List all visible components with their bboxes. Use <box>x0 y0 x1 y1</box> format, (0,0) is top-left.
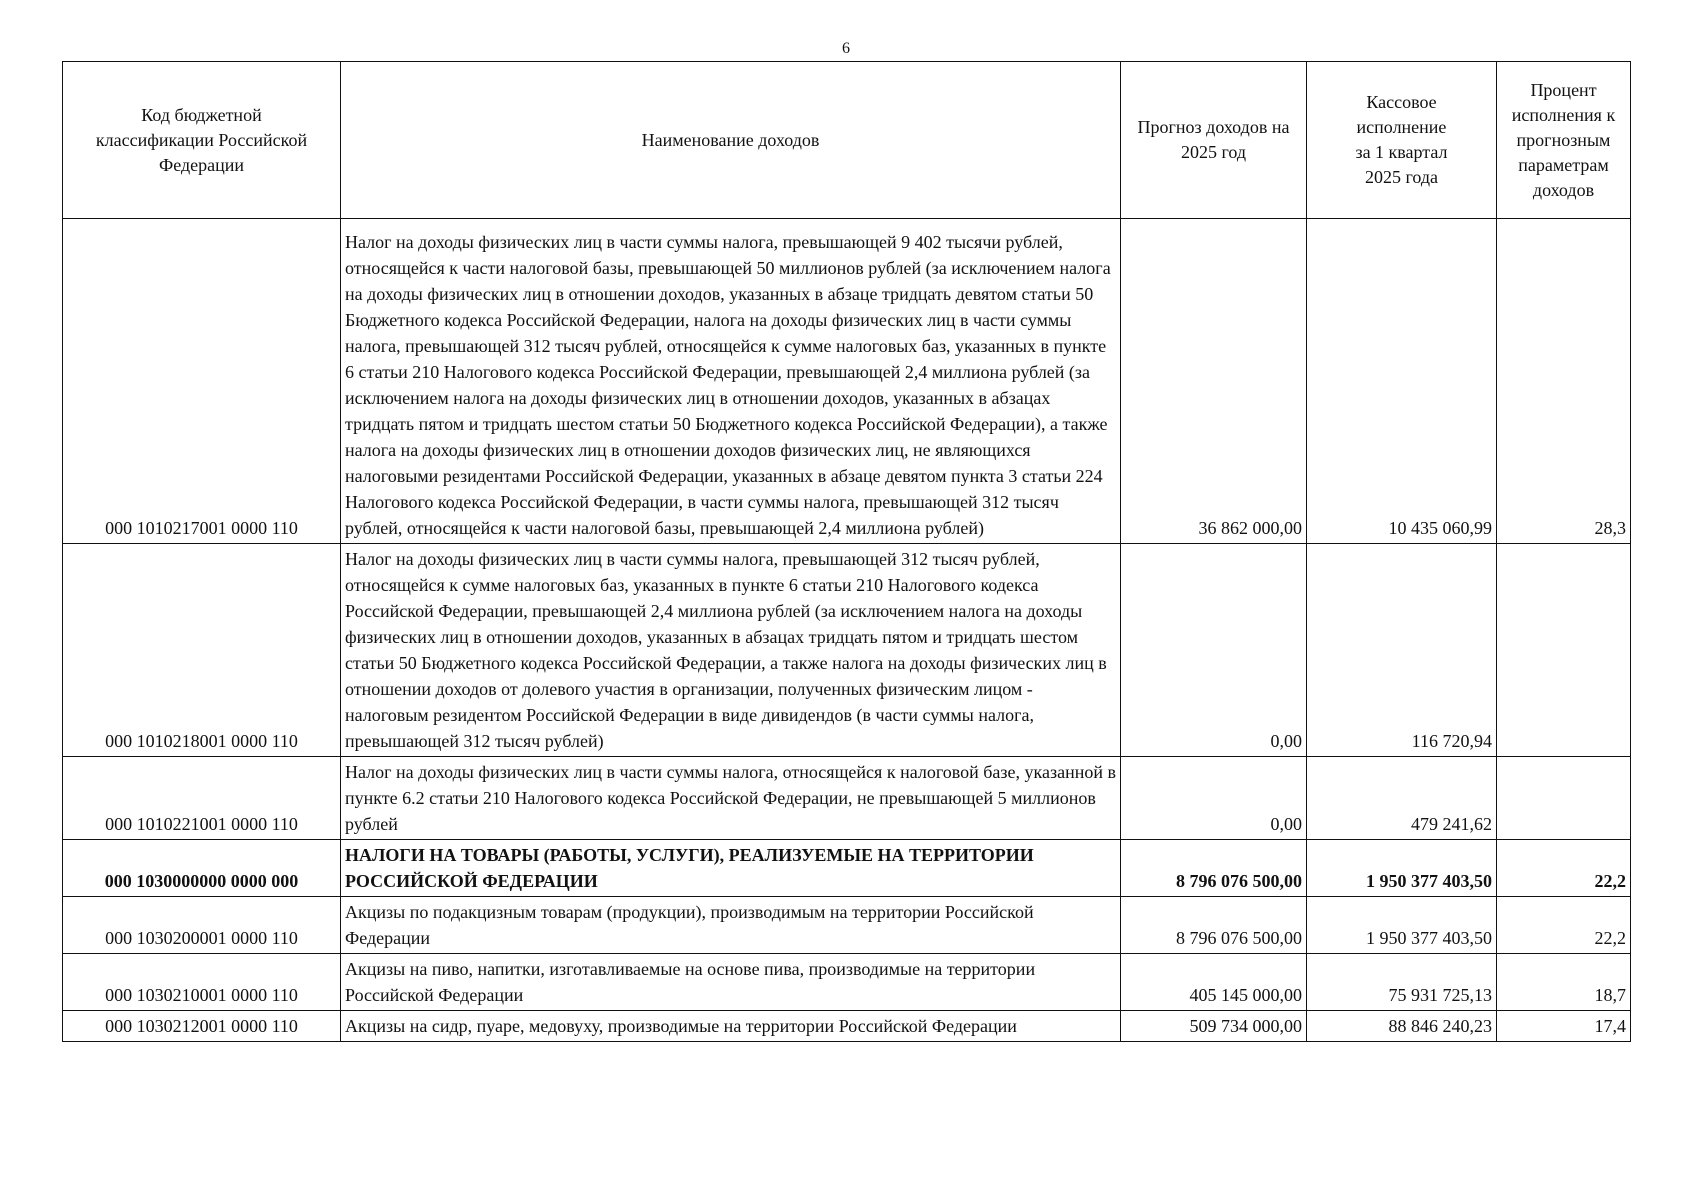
row-name: НАЛОГИ НА ТОВАРЫ (РАБОТЫ, УСЛУГИ), РЕАЛИЗУЕМЫЕ НА ТЕРРИТОРИИ РОССИЙСКОЙ ФЕДЕРАЦИИ <box>341 840 1121 897</box>
row-code: 000 1030000000 0000 000 <box>63 840 341 897</box>
row-name: Налог на доходы физических лиц в части суммы налога, превышающей 312 тысяч рублей, относящейся к сумме налоговых баз, указанных в пункте 6 статьи 210 Налогового кодекса Российской Федерации, превышающей 2,4 миллиона рублей (за исключением налога на доходы физических лиц в отношении доходов, указанных в абзацах тридцать пятом и тридцать шестом статьи 50 Бюджетного кодекса Российской Федерации, а также налога на доходы физических лиц в отношении доходов от долевого участия в организации, полученных физическим лицом - налоговым резидентом Российской Федерации в виде дивидендов (в части суммы налога, превышающей 312 тысяч рублей) <box>341 544 1121 757</box>
page-number: 6 <box>842 40 850 57</box>
row-forecast: 405 145 000,00 <box>1121 954 1307 1011</box>
table-row <box>63 219 1631 544</box>
row-percent: 22,2 <box>1497 897 1631 954</box>
row-percent: 22,2 <box>1497 840 1631 897</box>
row-code: 000 1010218001 0000 110 <box>63 544 341 757</box>
header-name: Наименование доходов <box>341 62 1121 219</box>
row-name: Акцизы на сидр, пуаре, медовуху, производимые на территории Российской Федерации <box>341 1011 1121 1042</box>
row-name: Налог на доходы физических лиц в части суммы налога, относящейся к налоговой базе, указанной в пункте 6.2 статьи 210 Налогового кодекса Российской Федерации, не превышающей 5 миллионов рублей <box>341 757 1121 840</box>
row-name: Акцизы по подакцизным товарам (продукции), производимым на территории Российской Федерации <box>341 897 1121 954</box>
row-name: Акцизы на пиво, напитки, изготавливаемые на основе пива, производимые на территории Российской Федерации <box>341 954 1121 1011</box>
table-row <box>63 757 1631 840</box>
row-code: 000 1030210001 0000 110 <box>63 954 341 1011</box>
row-forecast: 509 734 000,00 <box>1121 1011 1307 1042</box>
row-executed: 479 241,62 <box>1307 757 1497 840</box>
row-percent: 18,7 <box>1497 954 1631 1011</box>
row-forecast: 8 796 076 500,00 <box>1121 840 1307 897</box>
header-forecast: Прогноз доходов на 2025 год <box>1121 62 1307 219</box>
row-executed: 1 950 377 403,50 <box>1307 840 1497 897</box>
row-percent <box>1497 544 1631 757</box>
table-row-section <box>63 840 1631 897</box>
header-percent: Процент исполнения к прогнозным параметрам доходов <box>1497 62 1631 219</box>
row-percent: 28,3 <box>1497 219 1631 544</box>
row-forecast: 0,00 <box>1121 757 1307 840</box>
row-forecast: 36 862 000,00 <box>1121 219 1307 544</box>
row-executed: 88 846 240,23 <box>1307 1011 1497 1042</box>
income-table <box>62 61 1631 1042</box>
row-code: 000 1030212001 0000 110 <box>63 1011 341 1042</box>
row-forecast: 0,00 <box>1121 544 1307 757</box>
header-executed: Кассовое исполнение за 1 квартал 2025 года <box>1307 62 1497 219</box>
row-percent: 17,4 <box>1497 1011 1631 1042</box>
row-code: 000 1010217001 0000 110 <box>63 219 341 544</box>
row-executed: 75 931 725,13 <box>1307 954 1497 1011</box>
table-row <box>63 544 1631 757</box>
row-executed: 116 720,94 <box>1307 544 1497 757</box>
table-row <box>63 954 1631 1011</box>
header-code: Код бюджетной классификации Российской Федерации <box>63 62 341 219</box>
row-code: 000 1030200001 0000 110 <box>63 897 341 954</box>
row-executed: 1 950 377 403,50 <box>1307 897 1497 954</box>
table-row <box>63 1011 1631 1042</box>
row-forecast: 8 796 076 500,00 <box>1121 897 1307 954</box>
row-code: 000 1010221001 0000 110 <box>63 757 341 840</box>
row-name: Налог на доходы физических лиц в части суммы налога, превышающей 9 402 тысячи рублей, относящейся к части налоговой базы, превышающей 50 миллионов рублей (за исключением налога на доходы физических лиц в отношении доходов, указанных в абзаце тридцать девятом статьи 50 Бюджетного кодекса Российской Федерации, налога на доходы физических лиц в части суммы налога, превышающей 312 тысяч рублей, относящейся к сумме налоговых баз, указанных в пункте 6 статьи 210 Налогового кодекса Российской Федерации, превышающей 2,4 миллиона рублей (за исключением налога на доходы физических лиц в отношении доходов, указанных в абзацах тридцать пятом и тридцать шестом статьи 50 Бюджетного кодекса Российской Федерации), а также налога на доходы физических лиц в отношении доходов физических лиц, не являющихся налоговыми резидентами Российской Федерации, указанных в абзаце девятом пункта 3 статьи 224 Налогового кодекса Российской Федерации, в части суммы налога, превышающей 312 тысяч рублей, относящейся к части налоговой базы, превышающей 2,4 миллиона рублей) <box>341 219 1121 544</box>
row-executed: 10 435 060,99 <box>1307 219 1497 544</box>
table-row <box>63 897 1631 954</box>
row-percent <box>1497 757 1631 840</box>
table-header-row <box>63 62 1631 219</box>
